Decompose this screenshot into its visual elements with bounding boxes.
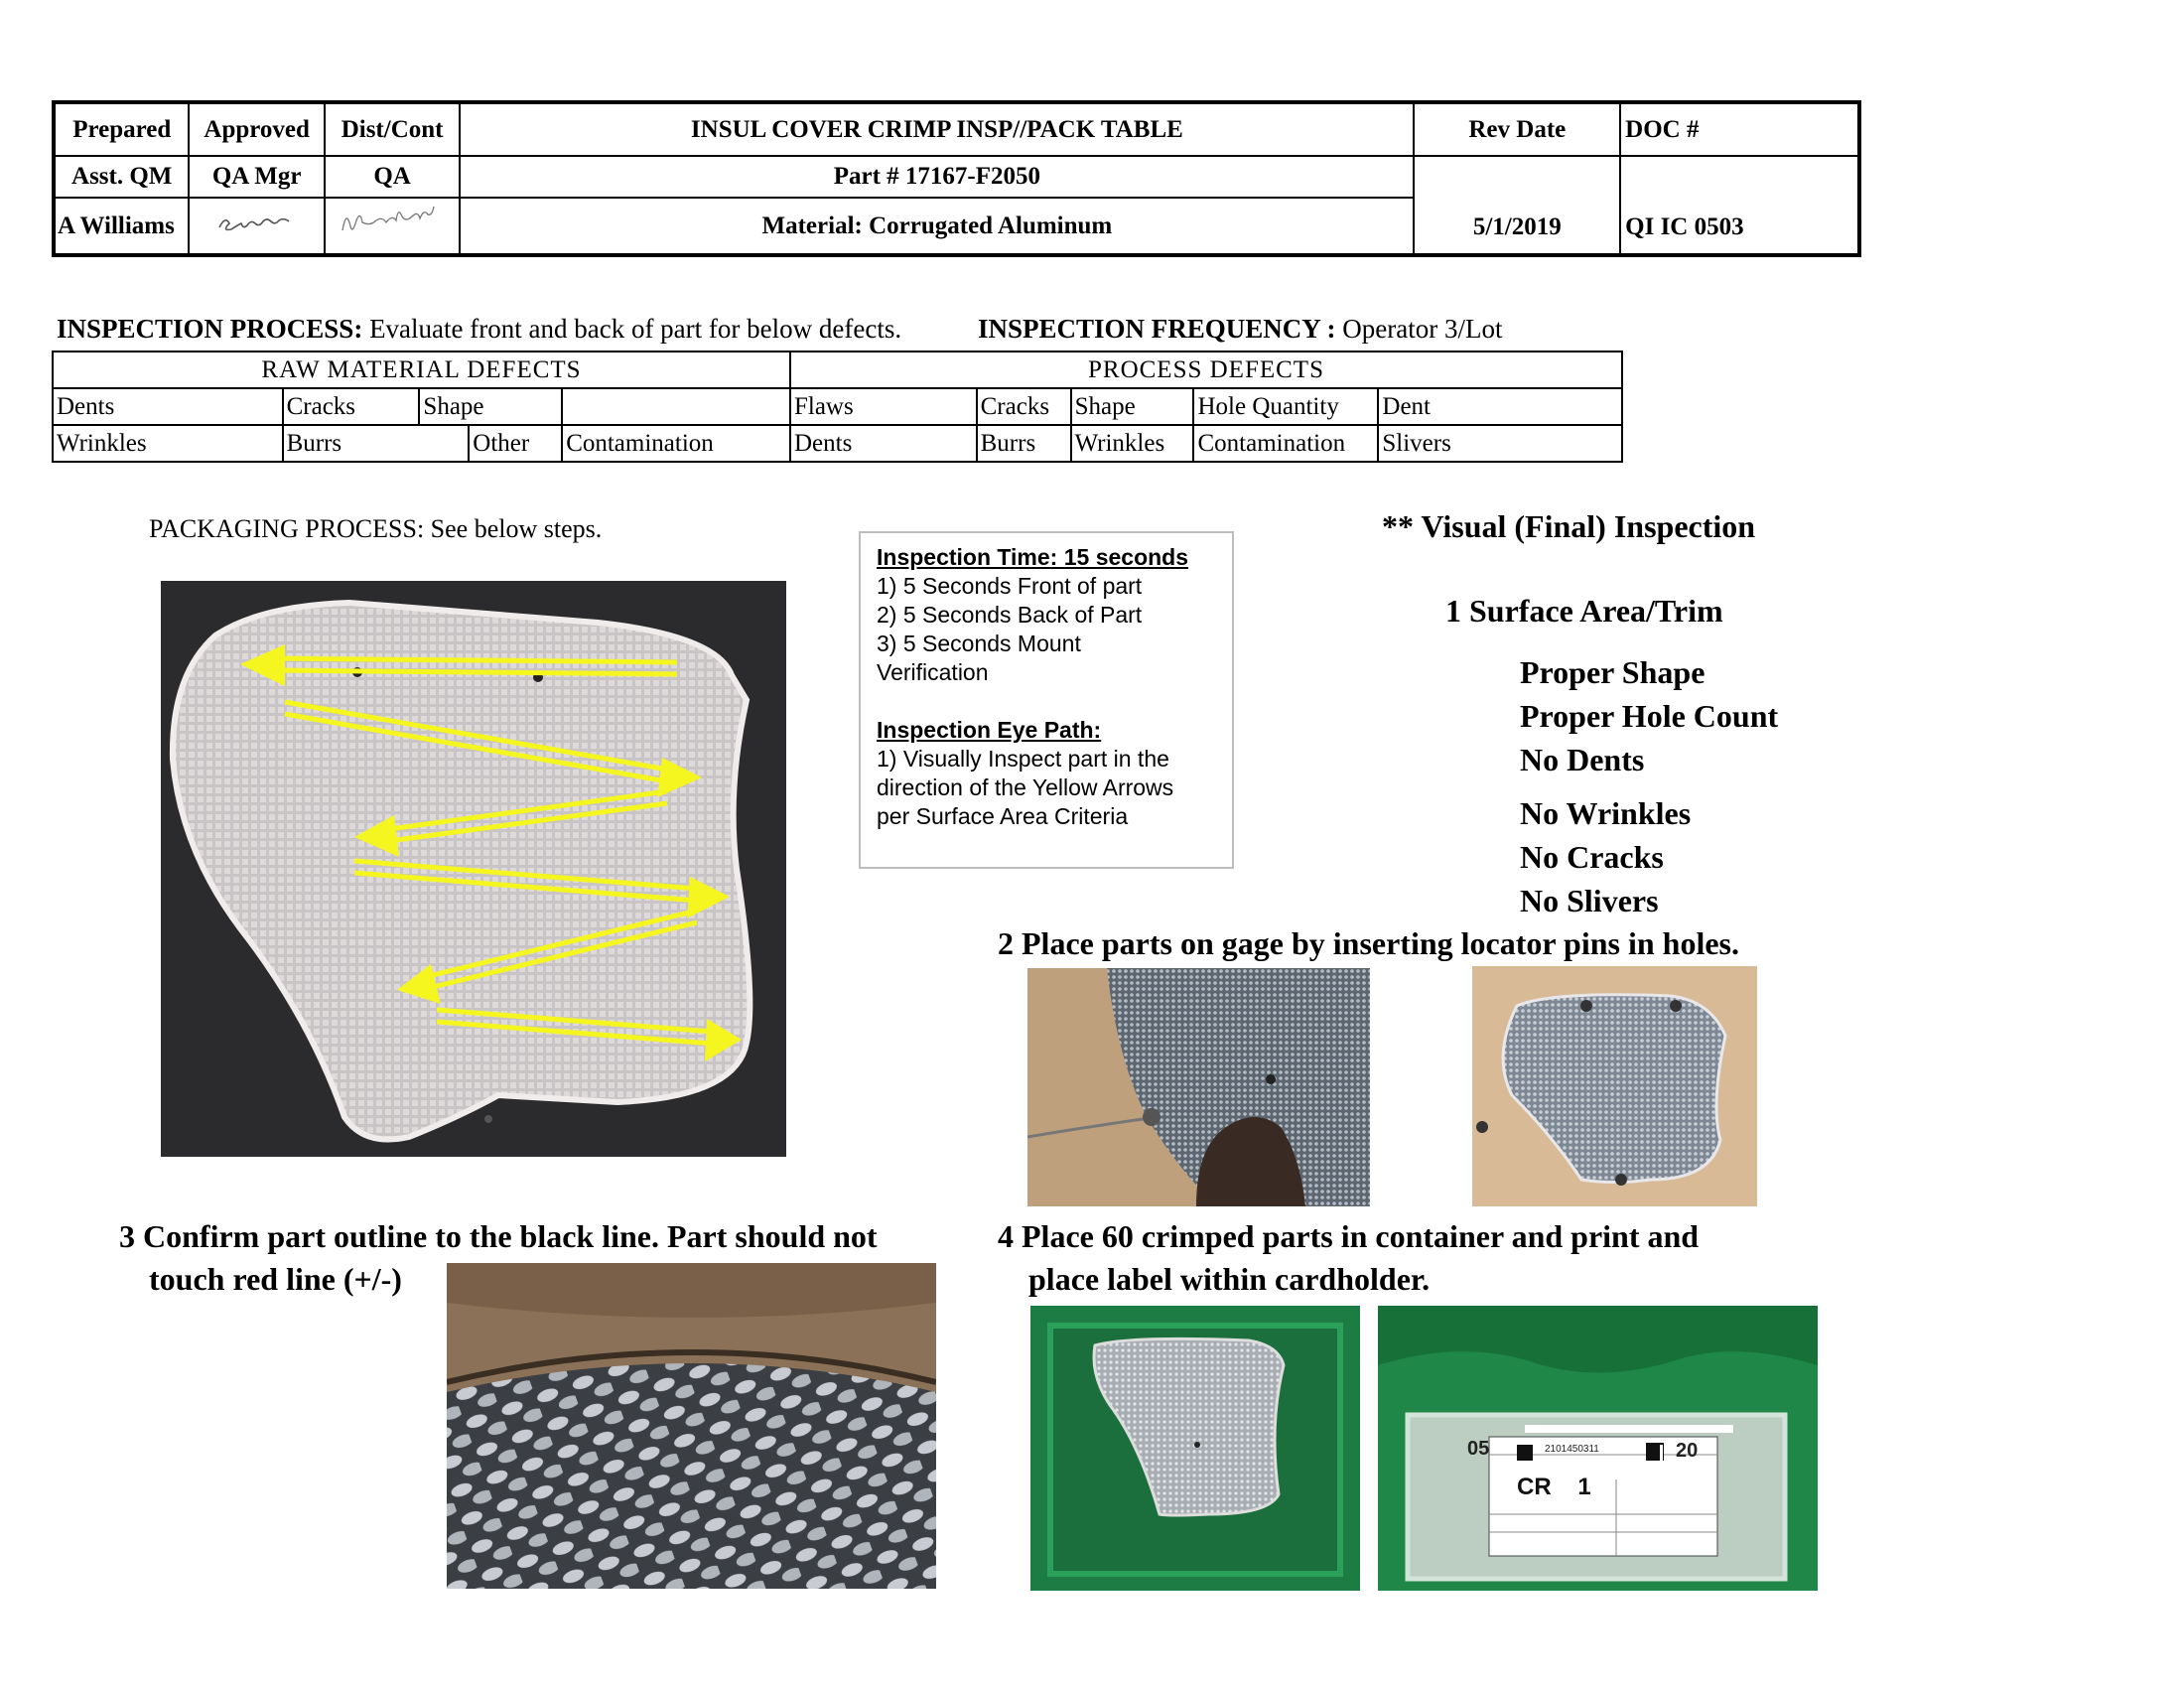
dist-signature bbox=[325, 198, 460, 255]
raw-material-defects-title: RAW MATERIAL DEFECTS bbox=[53, 352, 790, 388]
defect-cell bbox=[562, 388, 790, 425]
inspection-frequency bbox=[978, 314, 1503, 345]
step-4-line-2: place label within cardholder. bbox=[1028, 1261, 1431, 1297]
col-approved: Approved bbox=[189, 102, 324, 156]
signature-graphic bbox=[331, 201, 455, 244]
inspection-process-label: INSPECTION PROCESS: bbox=[57, 314, 363, 344]
surface-area-step: 1 Surface Area/Trim bbox=[1445, 593, 1723, 629]
surface-criteria-list bbox=[1520, 650, 1778, 922]
part-photo-eye-path bbox=[161, 581, 786, 1157]
defect-cell: Slivers bbox=[1378, 425, 1622, 462]
defect-cell: Wrinkles bbox=[53, 425, 283, 462]
inspection-time-item: 3) 5 Seconds Mount bbox=[877, 631, 1081, 656]
dist-role: QA bbox=[325, 156, 460, 198]
eye-path-item: per Surface Area Criteria bbox=[877, 803, 1129, 829]
green-bin-parts-graphic bbox=[1030, 1306, 1360, 1591]
inspection-time-title: Inspection Time: 15 seconds bbox=[877, 544, 1189, 570]
signature-graphic bbox=[198, 208, 317, 237]
eye-path-item: direction of the Yellow Arrows bbox=[877, 774, 1174, 800]
defect-cell: Shape bbox=[419, 388, 562, 425]
defect-cell: Hole Quantity bbox=[1193, 388, 1378, 425]
gage-hand-graphic bbox=[1027, 968, 1370, 1206]
eye-path-title: Inspection Eye Path: bbox=[877, 717, 1102, 743]
defect-cell: Burrs bbox=[283, 425, 470, 462]
defect-cell: Dent bbox=[1378, 388, 1622, 425]
packaging-process-label: PACKAGING PROCESS: See below steps. bbox=[149, 514, 603, 543]
defect-cell: Cracks bbox=[977, 388, 1071, 425]
step-3-line-1: 3 Confirm part outline to the black line. Part should not bbox=[119, 1218, 878, 1254]
material: Material: Corrugated Aluminum bbox=[460, 198, 1414, 255]
approved-role: QA Mgr bbox=[189, 156, 324, 198]
prepared-role: Asst. QM bbox=[54, 156, 189, 198]
gage-photo-hand bbox=[1027, 968, 1370, 1206]
criteria-item: No Wrinkles bbox=[1520, 795, 1692, 831]
step-2-text: 2 Place parts on gage by inserting locator pins in holes. bbox=[998, 925, 1739, 961]
label-code-right: 20 bbox=[1676, 1440, 1699, 1462]
green-bin-parts-photo bbox=[1030, 1306, 1360, 1591]
defect-cell: Dents bbox=[53, 388, 283, 425]
step-4-line-1: 4 Place 60 crimped parts in container and print and bbox=[998, 1218, 1700, 1254]
gage-photo-part bbox=[1472, 966, 1757, 1206]
label-big-text: CR 1 bbox=[1517, 1474, 1591, 1500]
defect-cell: Cracks bbox=[283, 388, 420, 425]
col-revdate: Rev Date bbox=[1414, 102, 1620, 156]
defects-table bbox=[52, 351, 1623, 463]
defect-cell: Shape bbox=[1071, 388, 1194, 425]
col-distcont: Dist/Cont bbox=[325, 102, 460, 156]
document-title: INSUL COVER CRIMP INSP//PACK TABLE bbox=[460, 102, 1414, 156]
inspection-process bbox=[57, 314, 901, 345]
criteria-item: Proper Hole Count bbox=[1520, 698, 1779, 734]
criteria-item: No Cracks bbox=[1520, 839, 1664, 875]
doc-number: QI IC 0503 bbox=[1620, 156, 1859, 255]
defect-cell: Flaws bbox=[790, 388, 977, 425]
inspection-frequency-text: Operator 3/Lot bbox=[1335, 314, 1503, 344]
label-barcode-text: 2101450311 bbox=[1545, 1444, 1599, 1455]
crimp-closeup-photo bbox=[447, 1263, 936, 1589]
part-number: Part # 17167-F2050 bbox=[460, 156, 1414, 198]
defect-cell: Other bbox=[469, 425, 562, 462]
visual-inspection-title: ** Visual (Final) Inspection bbox=[1382, 508, 1756, 544]
bin-label-graphic bbox=[1378, 1306, 1818, 1591]
defect-cell: Wrinkles bbox=[1071, 425, 1194, 462]
crimp-closeup-graphic bbox=[447, 1263, 936, 1589]
part-eye-path-graphic bbox=[161, 581, 786, 1157]
inspection-frequency-label: INSPECTION FREQUENCY : bbox=[978, 314, 1336, 344]
inspection-info-box bbox=[859, 531, 1234, 869]
eye-path-item: 1) Visually Inspect part in the bbox=[877, 746, 1169, 772]
inspection-time-item: 1) 5 Seconds Front of part bbox=[877, 573, 1143, 599]
gage-part-graphic bbox=[1472, 966, 1757, 1206]
criteria-item: Proper Shape bbox=[1520, 654, 1706, 690]
defect-cell: Contamination bbox=[1193, 425, 1378, 462]
label-code-left: 05 bbox=[1467, 1438, 1490, 1460]
criteria-item: No Slivers bbox=[1520, 883, 1659, 918]
defect-cell: Burrs bbox=[977, 425, 1071, 462]
process-defects-title: PROCESS DEFECTS bbox=[790, 352, 1622, 388]
inspection-time-item: Verification bbox=[877, 659, 989, 685]
step-3-line-2: touch red line (+/-) bbox=[149, 1261, 402, 1297]
inspection-process-text: Evaluate front and back of part for below defects. bbox=[362, 314, 902, 344]
prepared-name: A Williams bbox=[54, 198, 189, 255]
criteria-item: No Dents bbox=[1520, 742, 1645, 777]
defect-cell: Contamination bbox=[562, 425, 790, 462]
approved-signature bbox=[189, 198, 324, 255]
col-prepared: Prepared bbox=[54, 102, 189, 156]
header-table bbox=[52, 100, 1861, 257]
defect-cell: Dents bbox=[790, 425, 977, 462]
col-doc: DOC # bbox=[1620, 102, 1859, 156]
bin-label-photo bbox=[1378, 1306, 1818, 1591]
inspection-time-item: 2) 5 Seconds Back of Part bbox=[877, 602, 1143, 628]
rev-date: 5/1/2019 bbox=[1414, 156, 1620, 255]
